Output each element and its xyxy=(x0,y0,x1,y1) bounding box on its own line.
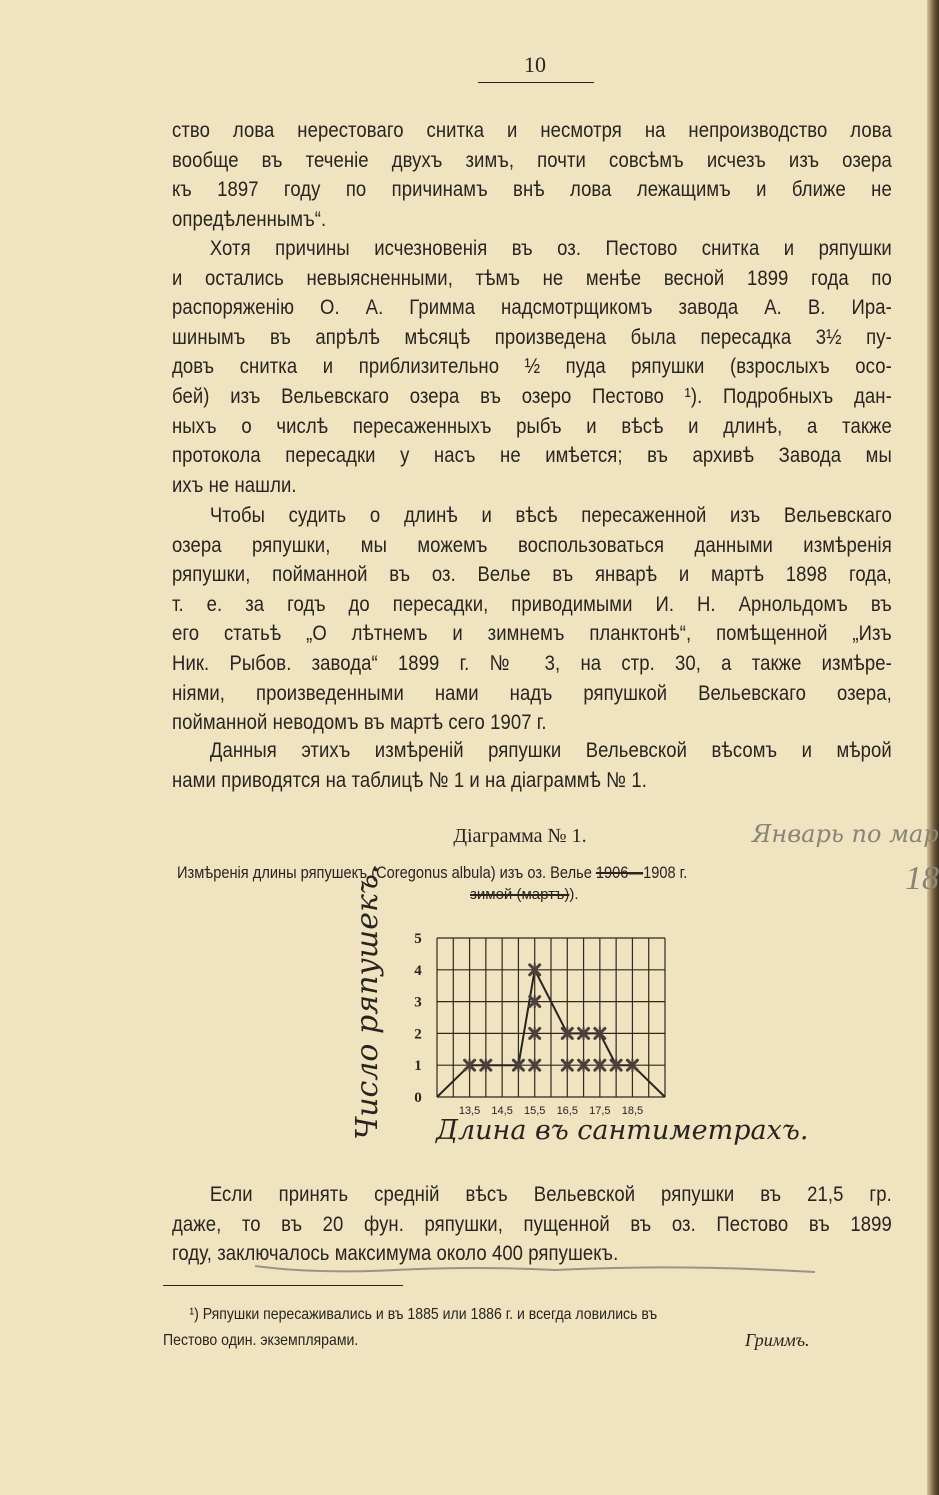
chart-grid xyxy=(437,938,665,1097)
text-line: ніями, произведенными нами надъ ряпушкой Вельевскаго озера, xyxy=(172,680,892,705)
svg-text:2: 2 xyxy=(414,1026,422,1043)
footnote-line: ¹) Ряпушки пересаживались и въ 1885 или 1886 г. и всегда ловились въ xyxy=(189,1306,658,1323)
text-line: даже, то въ 20 фун. ряпушки, пущенной въ оз. Пестово въ 1899 xyxy=(172,1211,892,1236)
text-line: довъ снитка и приблизительно ½ пуда ряпушки (взрослыхъ осо- xyxy=(172,354,892,379)
svg-text:1: 1 xyxy=(414,1058,422,1075)
text-line: шинымъ въ апрѣлѣ мѣсяцѣ произведена была пересадка 3½ пу- xyxy=(172,324,892,349)
svg-text:5: 5 xyxy=(414,931,422,947)
text-line: протокола пересадки у насъ не имѣется; въ архивѣ Завода мы xyxy=(172,443,892,468)
svg-text:13,5: 13,5 xyxy=(458,1105,481,1117)
paragraph-5 xyxy=(172,1180,892,1269)
text-line: ство лова нерестоваго снитка и несмотря на непроизводство лова xyxy=(172,118,892,142)
subtitle-year: 1908 г. xyxy=(643,863,688,882)
text-line: ныхъ о числѣ пересаженныхъ рыбъ и вѣсѣ и длинѣ, а также xyxy=(172,413,892,438)
text-line: Чтобы судить о длинѣ и вѣсѣ пересаженной изъ Вельевскаго xyxy=(209,503,892,527)
svg-text:17,5: 17,5 xyxy=(589,1105,611,1117)
text-line: т. е. за годъ до пересадки, приводимыми И. Н. Арнольдомъ въ xyxy=(172,591,892,616)
y-axis-label: Число ряпушекъ. xyxy=(350,864,385,1140)
signature: Гриммъ. xyxy=(745,1330,810,1350)
subtitle-line2-end: ). xyxy=(569,886,579,903)
pencil-annotation: Январь по мар xyxy=(752,820,939,848)
text-line: ихъ не нашли. xyxy=(172,472,297,497)
text-line: Если принять средній вѣсъ Вельевской ряпушки въ 21,5 гр. xyxy=(209,1182,892,1206)
svg-text:16,5: 16,5 xyxy=(556,1105,578,1117)
subtitle-text: Измѣренія длины ряпушекъ (Coregonus albula) изъ оз. Велье xyxy=(177,863,596,882)
text-line: опредѣленнымъ“. xyxy=(172,206,327,231)
text-line: Данныя этихъ измѣреній ряпушки Вельевской вѣсомъ и мѣрой xyxy=(209,738,892,762)
text-line: Хотя причины исчезновенія въ оз. Пестово снитка и ряпушки xyxy=(209,236,892,260)
pencil-margin-mark: 18 xyxy=(905,860,939,897)
text-line: распоряженію О. А. Гримма надсмотрщикомъ завода А. В. Ира- xyxy=(172,295,892,320)
page-number: 10 xyxy=(524,52,546,77)
footnote-rule xyxy=(163,1285,403,1286)
text-line: пойманной неводомъ въ мартѣ сего 1907 г. xyxy=(172,710,547,735)
subtitle-struck-season: зимой (мартъ) xyxy=(470,886,570,903)
text-line: нами приводятся на таблицѣ № 1 и на діаграммѣ № 1. xyxy=(172,767,647,792)
x-axis-label: Длина въ сантиметрахъ. xyxy=(436,1115,809,1146)
svg-text:4: 4 xyxy=(414,962,422,979)
text-line: его статьѣ „О лѣтнемъ и зимнемъ планктонѣ“, помѣщенной „Изъ xyxy=(172,621,892,646)
text-line: къ 1897 году по причинамъ внѣ лова лежащимъ и ближе не xyxy=(172,177,892,202)
text-line: озера ряпушки, мы можемъ воспользоваться данными измѣренія xyxy=(172,532,892,557)
diagram-title: Діаграмма № 1. xyxy=(453,825,587,847)
text-line: и остались невыясненными, тѣмъ не менѣе весной 1899 года по xyxy=(172,265,892,290)
svg-text:3: 3 xyxy=(414,994,422,1011)
pencil-underline xyxy=(255,1262,815,1276)
text-line: ряпушки, пойманной въ оз. Велье въ январѣ и мартѣ 1898 года, xyxy=(172,562,892,587)
y-axis-ticks xyxy=(414,931,422,1106)
svg-text:15,5: 15,5 xyxy=(524,1105,546,1117)
svg-text:18,5: 18,5 xyxy=(621,1105,644,1117)
text-line: Ник. Рыбов. завода“ 1899 г. № 3, на стр. 30, а также измѣре- xyxy=(172,650,892,675)
footnote-line: Пестово один. экземплярами. xyxy=(163,1332,359,1349)
svg-text:14,5: 14,5 xyxy=(491,1105,513,1117)
text-line: вообще въ теченіе двухъ зимъ, почти совсѣмъ исчезъ изъ озера xyxy=(172,147,892,172)
subtitle-struck-year: 1906— xyxy=(595,863,644,882)
text-line: году, заключалось максимума около 400 ряпушекъ. xyxy=(172,1241,619,1266)
text-line: бей) изъ Вельевскаго озера въ озеро Пестово ¹). Подробныхъ дан- xyxy=(172,383,892,408)
svg-text:0: 0 xyxy=(414,1090,422,1106)
